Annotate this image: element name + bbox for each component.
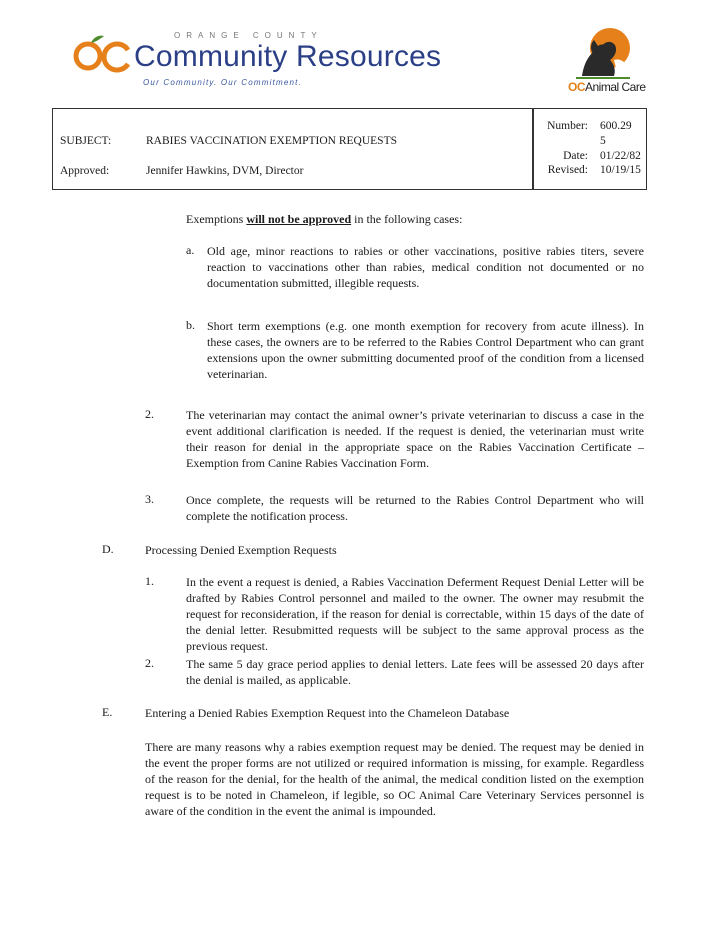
item-b-label: b. [186, 318, 195, 332]
org-tagline: Our Community. Our Commitment. [143, 78, 302, 87]
item-b-text: Short term exemptions (e.g. one month exemption for recovery from acute illness). In these cases, the owners are to be referred to the Rabies Control Department who can grant extensions upon the owner submitting documented proof of the condition from a licensed veterinarian. [207, 319, 644, 381]
section-e-paragraph: There are many reasons why a rabies exemption request may be denied. The request may be denied in the event the proper forms are not utilized or required information is missing, for example. Regardless of the reason for the denial, for the health of the animal, the medical condition listed on the exemption request is to be noted in Chameleon, if legible, so OC Animal Care Veterinary Services personnel is aware of the condition in the event the animal is impounded. [145, 740, 644, 818]
section-e-title: Entering a Denied Rabies Exemption Request into the Chameleon Database [145, 706, 510, 720]
d2-text: The same 5 day grace period applies to denial letters. Late fees will be assessed 20 days after the denial is mailed, as applicable. [186, 657, 644, 687]
policy-header-divider [532, 108, 534, 190]
revised-value: 10/19/15 [600, 164, 641, 176]
animal-care-prefix: OC [568, 80, 585, 94]
item-2-label: 2. [145, 407, 154, 421]
section-d-label: D. [102, 542, 114, 556]
subject-label: SUBJECT: [60, 135, 112, 147]
exemptions-intro-after: in the following cases: [351, 212, 463, 226]
exemptions-intro-before: Exemptions [186, 212, 247, 226]
item-2-text: The veterinarian may contact the animal owner’s private veterinarian to discuss a case in the event additional clarification is needed. If the request is denied, the veterinarian must write their reason for denial in the appropriate space on the Rabies Vaccination Certificate – Exemption from Canine Rabies Vaccination Form. [186, 408, 644, 470]
exemptions-intro-emphasis: will not be approved [246, 212, 352, 226]
subject-value: RABIES VACCINATION EXEMPTION REQUESTS [146, 135, 397, 147]
item-3-text: Once complete, the requests will be returned to the Rabies Control Department who will complete the notification process. [186, 493, 644, 523]
animal-care-label [568, 80, 646, 94]
number-value-line2: 5 [600, 135, 606, 147]
date-value: 01/22/82 [600, 150, 641, 162]
animal-care-text: Animal Care [585, 80, 646, 94]
exemptions-intro [186, 211, 646, 227]
number-label: Number: [547, 120, 588, 132]
item-a-label: a. [186, 243, 195, 257]
d2-label: 2. [145, 656, 154, 670]
number-value-line1: 600.29 [600, 120, 632, 132]
item-a-text: Old age, minor reactions to rabies or other vaccinations, positive rabies titers, severe reaction to vaccinations other than rabies, medical condition not documented or no documentation submitted, illegible requests. [207, 244, 644, 290]
approved-label: Approved: [60, 165, 110, 177]
date-label: Date: [563, 150, 588, 162]
d1-text: In the event a request is denied, a Rabies Vaccination Deferment Request Denial Letter will be drafted by Rabies Control personnel and mailed to the owner. The owner may resubmit the request for reconsideration, if the reason for denial is correctable, within 15 days of the date of the denial letter. Resubmitted requests will be subject to the same approval process as the previous request. [186, 575, 644, 653]
section-e-label: E. [102, 705, 113, 719]
animal-care-logo-icon [574, 26, 632, 82]
approved-value: Jennifer Hawkins, DVM, Director [146, 165, 304, 177]
section-d-title: Processing Denied Exemption Requests [145, 543, 337, 557]
county-label: ORANGE COUNTY [174, 31, 323, 40]
org-title: Community Resources [134, 40, 442, 73]
oc-logo-icon [72, 30, 132, 74]
d1-label: 1. [145, 574, 154, 588]
revised-label: Revised: [547, 164, 588, 176]
item-3-label: 3. [145, 492, 154, 506]
